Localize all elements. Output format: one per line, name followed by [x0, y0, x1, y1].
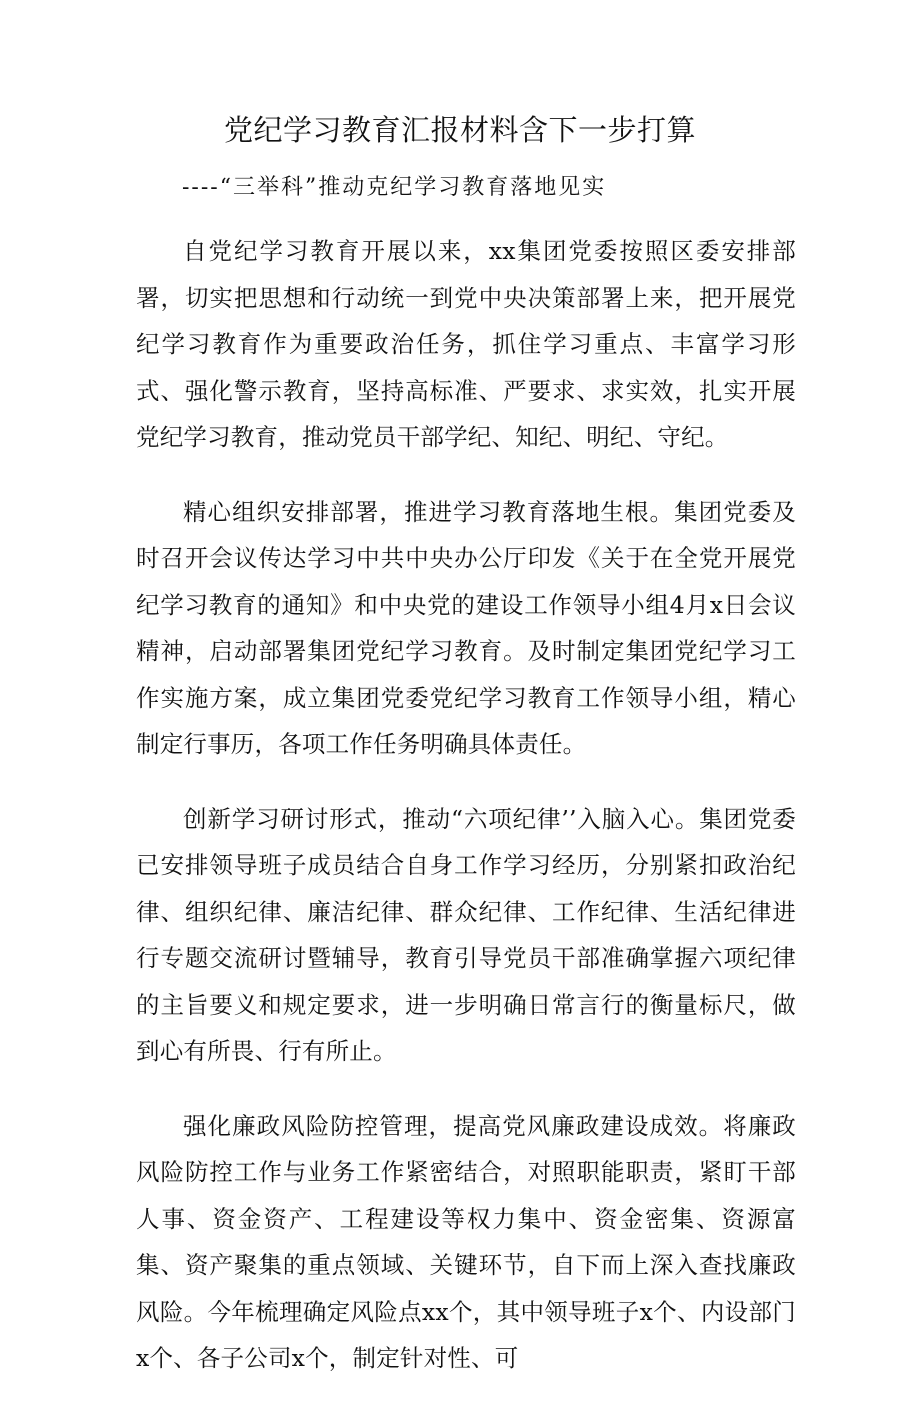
paragraph-intro: 自党纪学习教育开展以来，xx集团党委按照区委安排部署，切实把思想和行动统一到党中央决策部署上来，把开展党纪学习教育作为重要政治任务，抓住学习重点、丰富学习形式、强化警示教育，坚持高标准、严要求、求实效，扎实开展党纪学习教育，推动党员干部学纪、知纪、明纪、守纪。: [136, 237, 796, 451]
paragraph-risk-control: 强化廉政风险防控管理，提高党风廉政建设成效。将廉政风险防控工作与业务工作紧密结合，对照职能职责，紧盯干部人事、资金资产、工程建设等权力集中、资金密集、资源富集、资产聚集的重点领域、关键环节，自下而上深入查找廉政风险。今年梳理确定风险点xx个，其中领导班子x个、内设部门x个、各子公司x个，制定针对性、可: [136, 1111, 796, 1372]
document-subtitle: ----“三举科”推动克纪学习教育落地见实: [182, 175, 607, 200]
paragraph-study-forms: 创新学习研讨形式，推动“六项纪律’’入脑入心。集团党委已安排领导班子成员结合自身工作学习经历，分别紧扣政治纪律、组织纪律、廉洁纪律、群众纪律、工作纪律、生活纪律进行专题交流研讨暨辅导，教育引导党员干部准确掌握六项纪律的主旨要义和规定要求，进一步明确日常言行的衡量标尺，做到心有所畏、行有所止。: [136, 804, 796, 1065]
paragraph-deployment: 精心组织安排部署，推进学习教育落地生根。集团党委及时召开会议传达学习中共中央办公厅印发《关于在全党开展党纪学习教育的通知》和中央党的建设工作领导小组4月x日会议精神，启动部署集团党纪学习教育。及时制定集团党纪学习工作实施方案，成立集团党委党纪学习教育工作领导小组，精心制定行事历，各项工作任务明确具体责任。: [136, 497, 796, 758]
document-body: [136, 228, 796, 1410]
document-title: 党纪学习教育汇报材料含下一步打算: [223, 113, 696, 147]
